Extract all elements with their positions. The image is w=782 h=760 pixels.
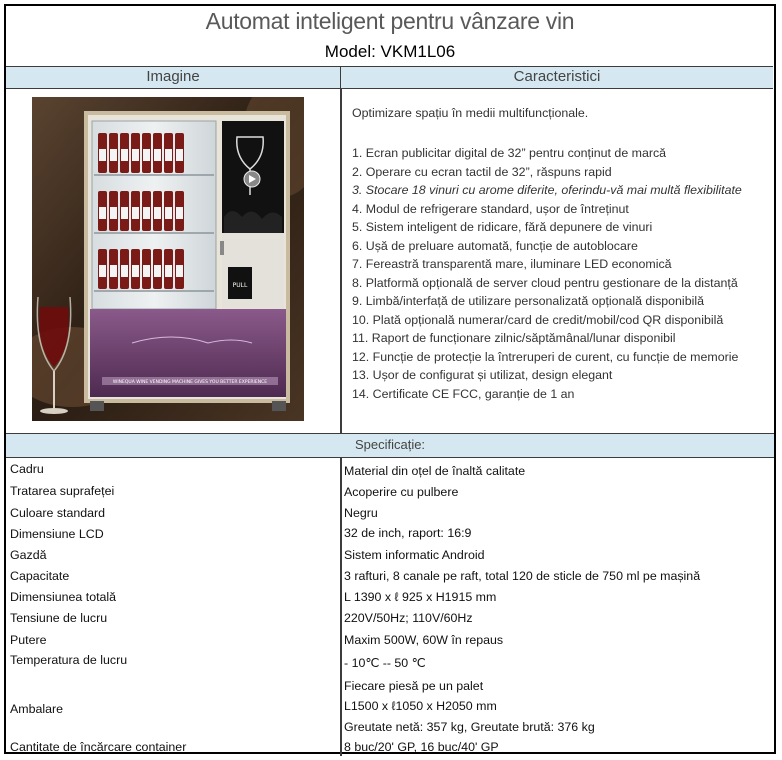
spec-label: Capacitate [10, 569, 70, 583]
column-divider [340, 89, 342, 434]
spec-label: Culoare standard [10, 506, 106, 520]
product-photo [32, 97, 304, 421]
spec-value: L1500 x ℓ1050 x H2050 mm [344, 699, 497, 713]
feature-item: 5. Sistem inteligent de ridicare, fără depunere de vinuri [352, 220, 653, 234]
column-header-features: Caracteristici [341, 66, 773, 89]
feature-item: 3. Stocare 18 vinuri cu arome diferite, oferindu-vă mai multă flexibilitate [352, 183, 742, 197]
model-number: Model: VKM1L06 [324, 42, 456, 61]
feature-item: 13. Ușor de configurat și utilizat, design elegant [352, 368, 613, 382]
spec-value: Negru [344, 506, 378, 520]
spec-value: L 1390 x ℓ 925 x H1915 mm [344, 590, 497, 604]
features-list [352, 106, 772, 403]
spec-value: Maxim 500W, 60W în repaus [344, 633, 504, 647]
spec-label: Temperatura de lucru [10, 653, 128, 667]
pull-label: PULL [232, 282, 248, 289]
spec-value: 3 rafturi, 8 canale pe raft, total 120 de sticle de 750 ml pe mașină [344, 569, 701, 583]
spec-value: 8 buc/20' GP, 16 buc/40' GP [344, 740, 499, 754]
spec-value: Material din oțel de înaltă calitate [344, 464, 526, 478]
spec-value: 220V/50Hz; 110V/60Hz [344, 611, 473, 625]
feature-item: 7. Fereastră transparentă mare, iluminare LED economică [352, 257, 672, 271]
spec-label: Cantitate de încărcare container [10, 740, 187, 754]
feature-item: 9. Limbă/interfață de utilizare personalizată opțională disponibilă [352, 294, 704, 308]
spec-header: Specificație: [6, 433, 774, 458]
spec-label: Tratarea suprafeței [10, 484, 115, 498]
spec-value: 32 de inch, raport: 16:9 [344, 526, 472, 540]
features-intro: Optimizare spațiu în medii multifuncționale. [352, 106, 589, 120]
spec-value: Acoperire cu pulbere [344, 485, 459, 499]
spec-label: Dimensiune LCD [10, 527, 104, 541]
feature-item: 14. Certificate CE FCC, garanție de 1 an [352, 386, 575, 401]
feature-item: 1. Ecran publicitar digital de 32” pentru conținut de marcă [352, 146, 667, 160]
spec-label: Tensiune de lucru [10, 611, 108, 625]
spec-label: Dimensiunea totală [10, 590, 117, 604]
spec-value: Fiecare piesă pe un palet [344, 679, 484, 693]
feature-item: 4. Modul de refrigerare standard, ușor de întreținut [352, 201, 629, 216]
page-title: Automat inteligent pentru vânzare vin [205, 8, 575, 34]
feature-item: 11. Raport de funcționare zilnic/săptămânal/lunar disponibil [352, 331, 676, 345]
feature-item: 2. Operare cu ecran tactil de 32”, răspuns rapid [352, 164, 612, 179]
spec-value: Sistem informatic Android [344, 548, 485, 562]
spec-label: Putere [10, 633, 47, 647]
product-sheet [4, 4, 776, 754]
spec-label: Cadru [10, 462, 44, 476]
spec-value: Greutate netă: 357 kg, Greutate brută: 376 kg [344, 720, 595, 734]
feature-item: 6. Ușă de preluare automată, funcție de autoblocare [352, 238, 638, 253]
feature-item: 10. Plată opțională numerar/card de credit/mobil/cod QR disponibilă [352, 312, 724, 327]
spec-column-divider [340, 458, 342, 756]
column-header-image: Imagine [6, 66, 341, 89]
feature-item: 8. Platformă opțională de server cloud pentru gestionare de la distanță [352, 275, 738, 290]
spec-label: Gazdă [10, 548, 47, 562]
spec-value: - 10℃ -- 50 ℃ [344, 656, 426, 670]
feature-item: 12. Funcție de protecție la întreruperi de curent, cu funcție de memorie [352, 349, 739, 364]
spec-label: Ambalare [10, 702, 64, 716]
photo-slogan: WINEQUA WINE VENDING MACHINE GIVES YOU BETTER EXPERIENCE [112, 380, 268, 385]
